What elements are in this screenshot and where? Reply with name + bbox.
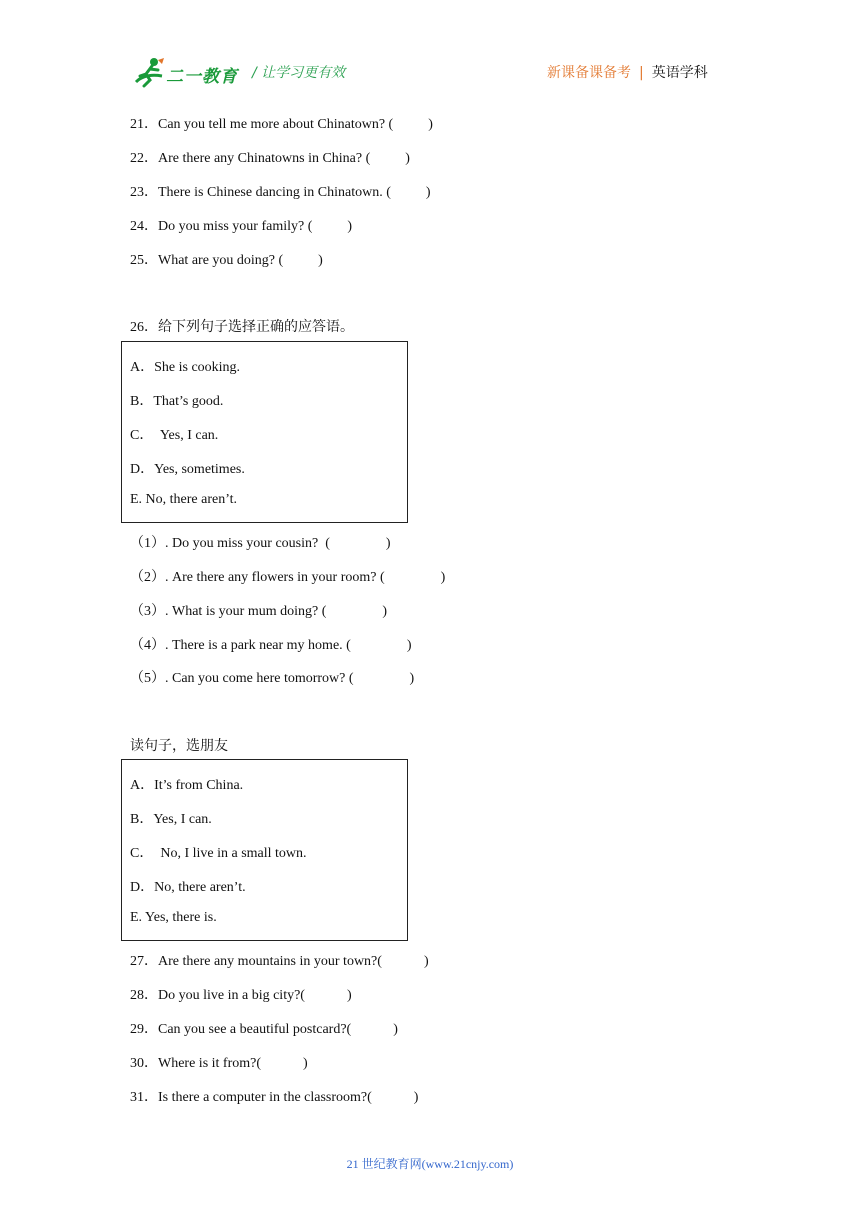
option-c: C． Yes, I can.	[130, 428, 219, 443]
option-d: D．Yes, sometimes.	[130, 462, 245, 477]
question-27: 27．Are there any mountains in your town?( )	[130, 954, 429, 969]
option-a: A．She is cooking.	[130, 360, 241, 375]
question-26-2: （2）. Are there any flowers in your room? ( )	[130, 570, 446, 585]
answer-options-box-1	[121, 341, 408, 523]
question-21: 21．Can you tell me more about Chinatown? ( )	[130, 117, 433, 132]
answer-options-box-2	[121, 759, 408, 941]
question-26-1: （1）. Do you miss your cousin? ( )	[130, 536, 391, 551]
question-26-3: （3）. What is your mum doing? ( )	[130, 604, 388, 619]
question-26-5: （5）. Can you come here tomorrow? ( )	[130, 671, 415, 686]
option-c: C． No, I live in a small town.	[130, 846, 307, 861]
page-footer: 21 世纪教育网(www.21cnjy.com)	[346, 1157, 514, 1171]
option-b: B．Yes, I can.	[130, 812, 212, 827]
page-header	[0, 0, 860, 100]
header-separator: |	[639, 65, 644, 81]
header-right	[547, 62, 708, 82]
question-25: 25．What are you doing? ( )	[130, 253, 323, 268]
question-26-4: （4）. There is a park near my home. ( )	[130, 638, 412, 653]
header-right-title: 新课备课备考	[547, 65, 631, 81]
question-29: 29．Can you see a beautiful postcard?( )	[130, 1022, 398, 1037]
section2-title: 26．给下列句子选择正确的应答语。	[130, 320, 354, 335]
option-b: B．That’s good.	[130, 394, 224, 409]
question-23: 23．There is Chinese dancing in Chinatown. ( )	[130, 185, 431, 200]
header-subject: 英语学科	[651, 65, 708, 81]
option-d: D．No, there aren’t.	[130, 880, 246, 895]
runner-logo-icon	[132, 56, 166, 88]
question-31: 31．Is there a computer in the classroom?( )	[130, 1090, 419, 1105]
question-30: 30．Where is it from?( )	[130, 1056, 308, 1071]
header-slogan: / 让学习更有效	[252, 65, 346, 81]
logo-text: 二一教育	[166, 67, 238, 87]
option-e: E. No, there aren’t.	[130, 492, 238, 507]
option-a: A．It’s from China.	[130, 778, 244, 793]
question-28: 28．Do you live in a big city?( )	[130, 988, 352, 1003]
question-24: 24．Do you miss your family? ( )	[130, 219, 353, 234]
question-22: 22．Are there any Chinatowns in China? ( )	[130, 151, 410, 166]
section3-title: 读句子，选朋友	[130, 739, 228, 754]
logo	[132, 56, 244, 90]
option-e: E. Yes, there is.	[130, 910, 217, 925]
